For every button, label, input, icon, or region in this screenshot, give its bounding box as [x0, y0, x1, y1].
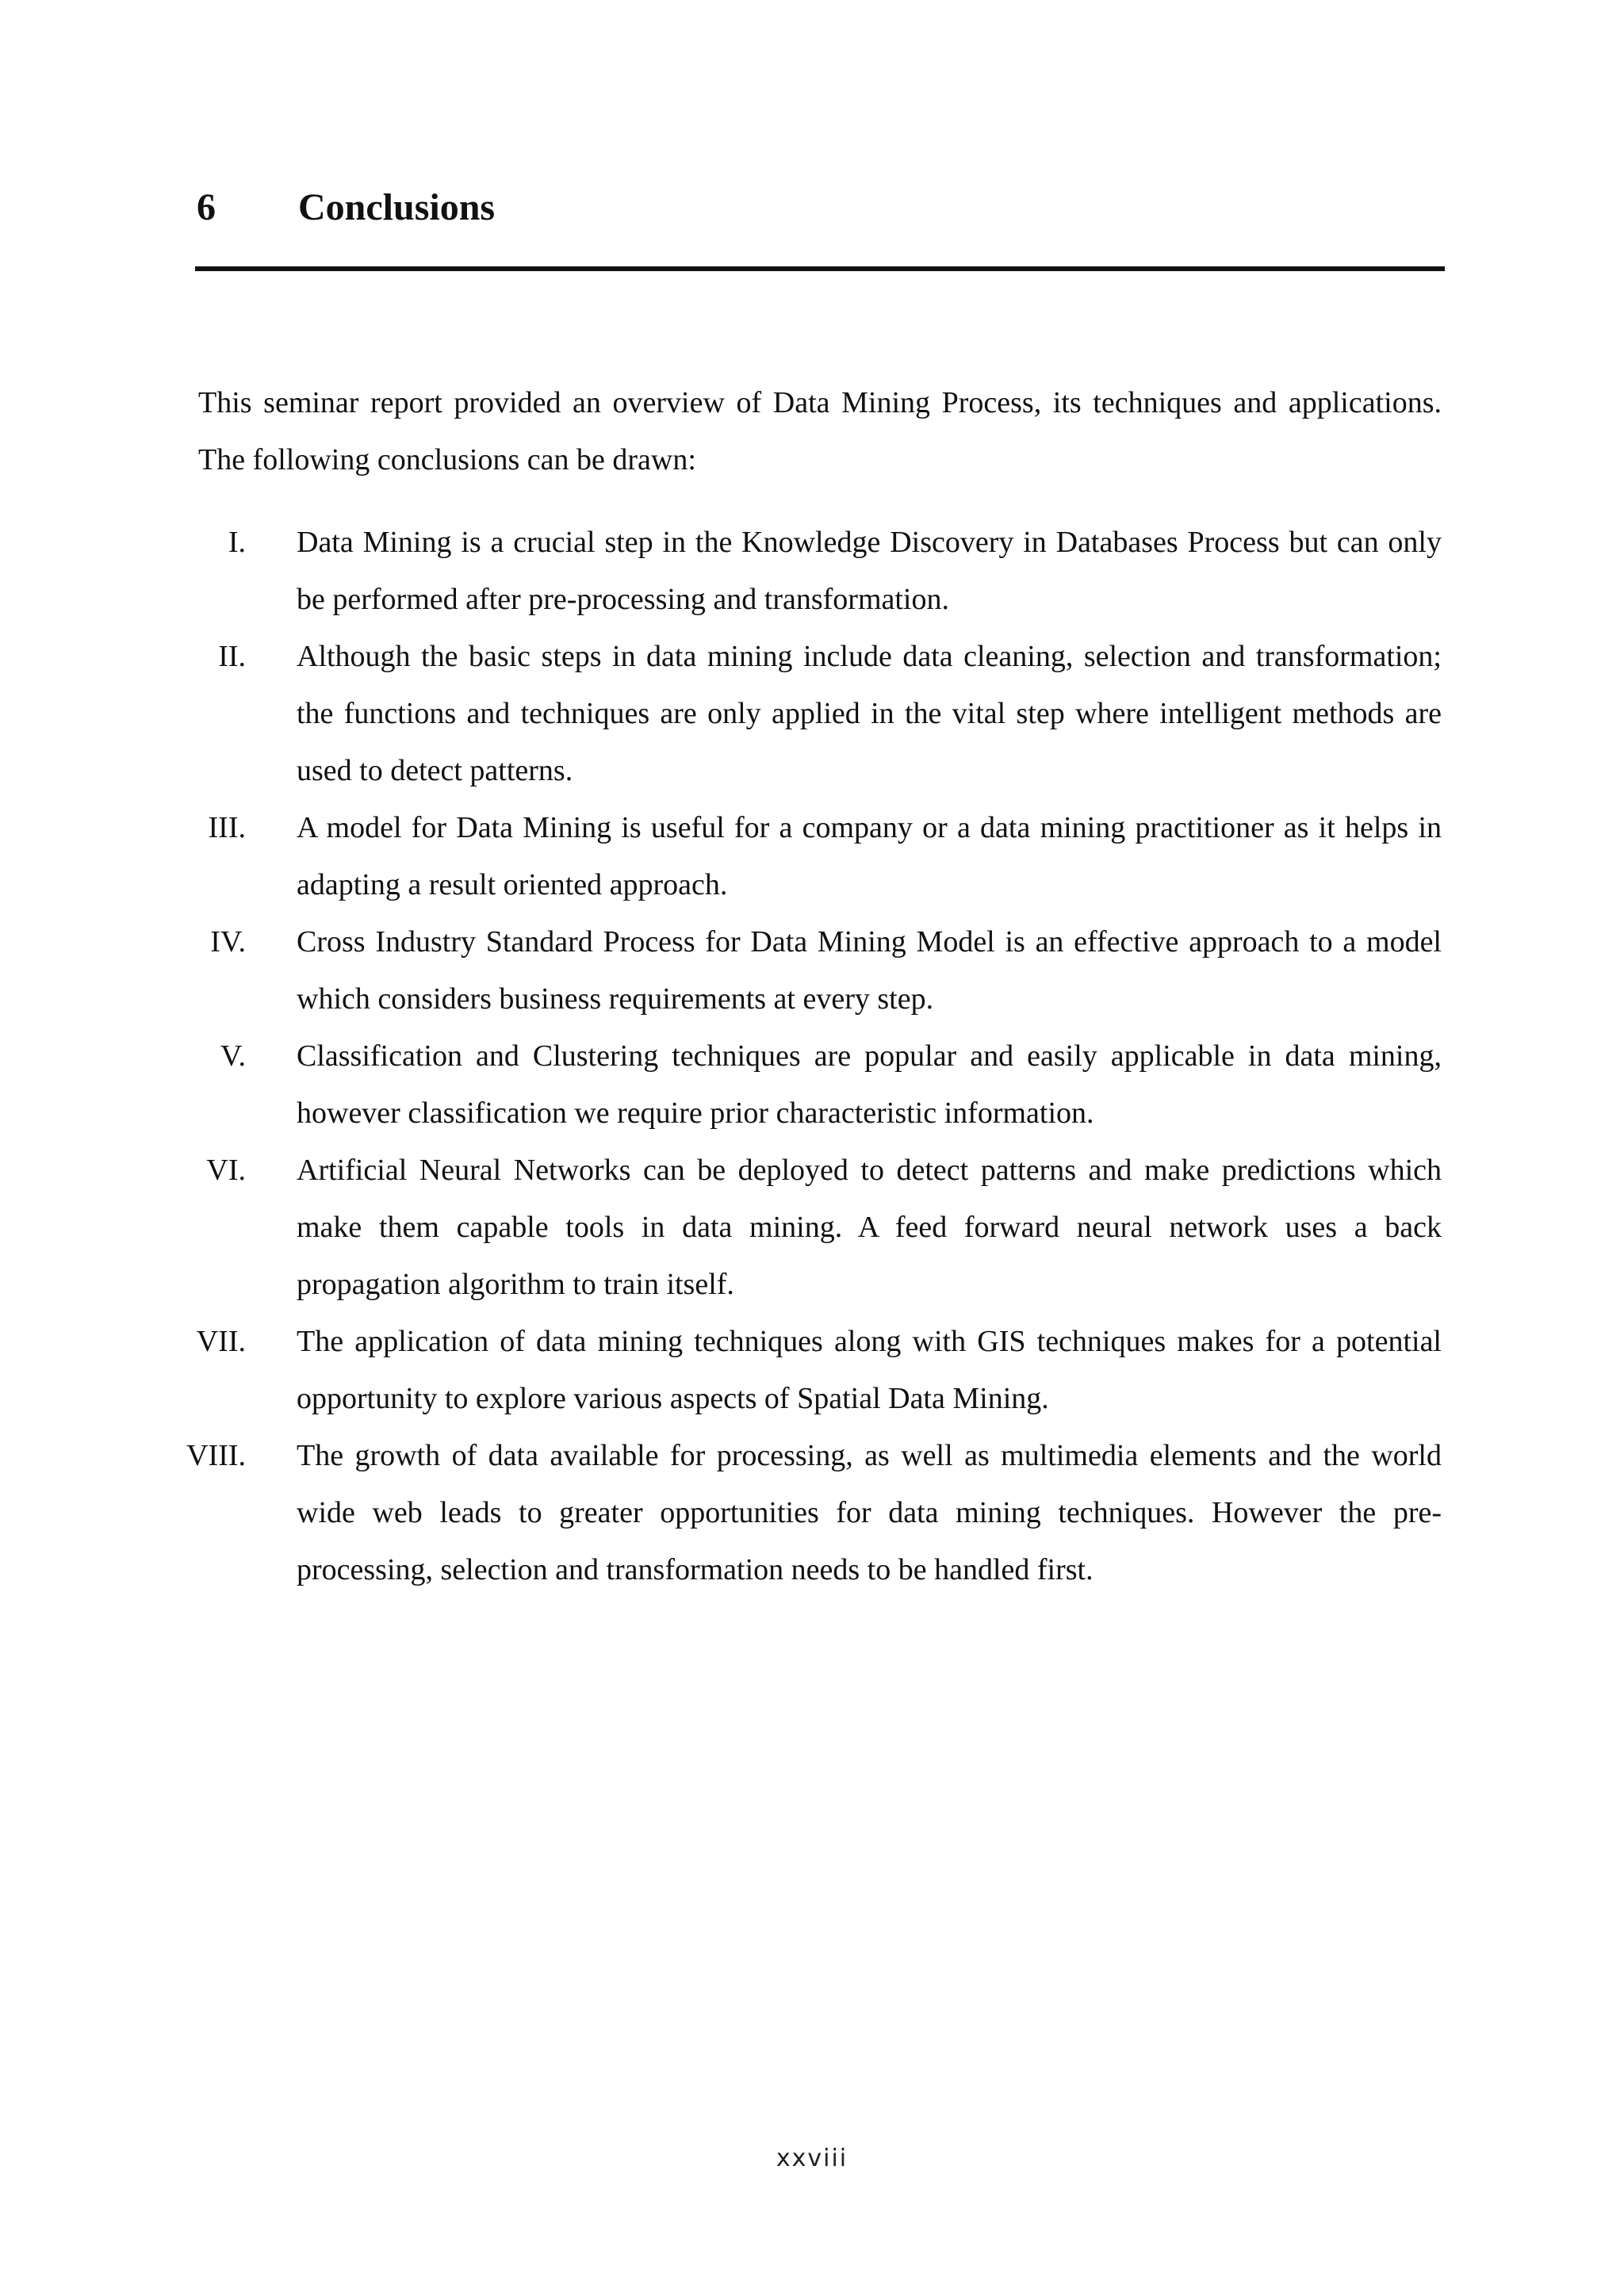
- list-item-text: The application of data mining techniques along with GIS techniques makes for a potential opportunity to explore various aspects of Spatial Data Mining.: [297, 1325, 1442, 1415]
- heading-rule: [195, 266, 1445, 271]
- list-marker: VII.: [196, 1325, 246, 1358]
- list-item: [0, 913, 1624, 1027]
- section-heading: [197, 186, 496, 228]
- list-marker: VIII.: [186, 1439, 246, 1472]
- list-item: [0, 1142, 1624, 1313]
- list-item-text: Cross Industry Standard Process for Data Mining Model is an effective approach to a model which considers business requirements at every step.: [297, 925, 1442, 1016]
- list-marker: VI.: [206, 1154, 246, 1187]
- list-marker: III.: [208, 811, 246, 844]
- list-item-text: Data Mining is a crucial step in the Knowledge Discovery in Databases Process but can only be performed after pre-processing and transformation.: [297, 526, 1442, 616]
- conclusions-list: [0, 514, 1624, 1598]
- list-marker: IV.: [210, 925, 246, 959]
- intro-paragraph: This seminar report provided an overview of Data Mining Process, its techniques and applications. The following conclusions can be drawn:: [198, 386, 1442, 476]
- section-number: 6: [197, 186, 216, 228]
- list-item-text: A model for Data Mining is useful for a company or a data mining practitioner as it helps in adapting a result oriented approach.: [297, 811, 1442, 901]
- list-item: [0, 1313, 1624, 1427]
- list-marker: I.: [228, 526, 246, 559]
- list-item: [0, 799, 1624, 913]
- list-item: [0, 1427, 1624, 1598]
- list-item: [0, 628, 1624, 799]
- list-item: [0, 514, 1624, 628]
- page-number: xxviii: [776, 2145, 848, 2172]
- list-item: [0, 1027, 1624, 1142]
- list-item-text: The growth of data available for processing, as well as multimedia elements and the world wide web leads to greater opportunities for data mining techniques. However the pre-processing, selection and transformation needs to be handled first.: [297, 1439, 1442, 1586]
- list-marker: V.: [220, 1039, 246, 1073]
- list-item-text: Classification and Clustering techniques are popular and easily applicable in data mining, however classification we require prior characteristic information.: [297, 1039, 1442, 1130]
- list-marker: II.: [218, 640, 246, 673]
- list-item-text: Although the basic steps in data mining include data cleaning, selection and transformation; the functions and techniques are only applied in the vital step where intelligent methods are used to detect patterns.: [297, 640, 1442, 787]
- section-title: Conclusions: [298, 186, 496, 228]
- list-item-text: Artificial Neural Networks can be deployed to detect patterns and make predictions which make them capable tools in data mining. A feed forward neural network uses a back propagation algorithm to train itself.: [297, 1154, 1442, 1301]
